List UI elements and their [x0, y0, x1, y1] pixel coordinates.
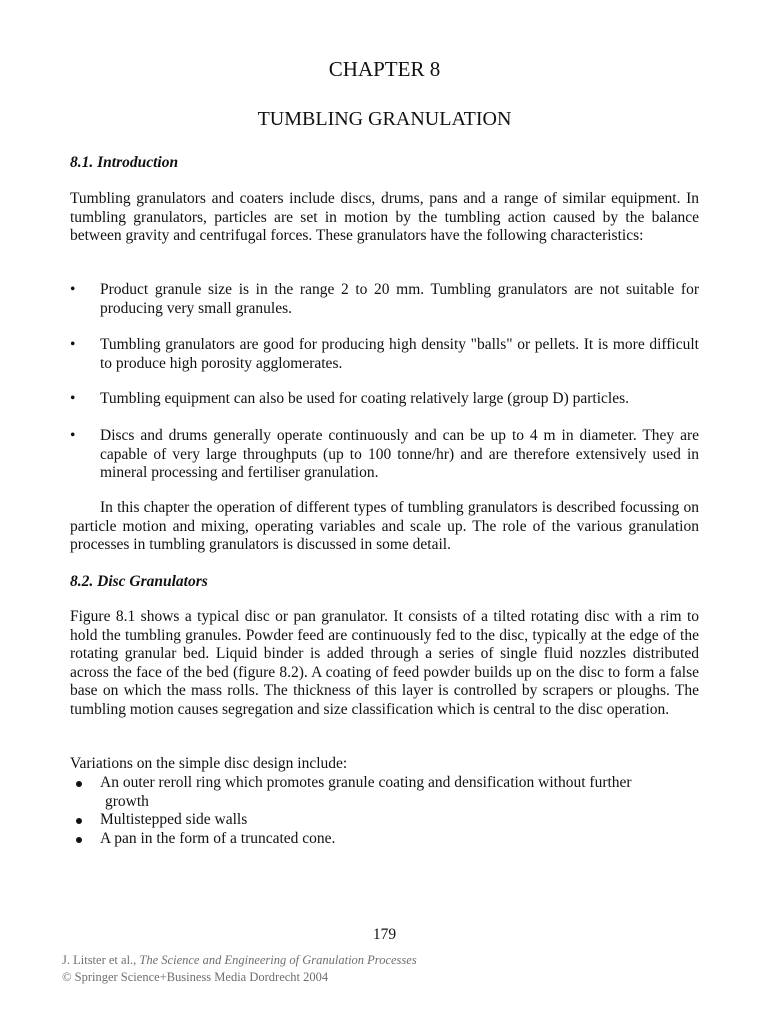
page-number: 179 [372, 926, 397, 943]
footer-copyright: © Springer Science+Business Media Dordrecht 2004 [62, 970, 329, 984]
footer-citation [62, 952, 417, 969]
bullet-dot [76, 818, 82, 824]
chapter-title: TUMBLING GRANULATION [257, 108, 512, 130]
variations-intro: Variations on the simple disc design include: [70, 755, 348, 772]
variations-list [70, 774, 699, 848]
bullet-mark: • [70, 281, 76, 298]
section-heading-introduction: 8.1. Introduction [70, 154, 179, 171]
list-item-text-continued: growth [105, 792, 149, 810]
list-item [70, 774, 699, 811]
bullet-mark: • [70, 390, 76, 407]
characteristics-list [70, 281, 699, 318]
footer [62, 952, 417, 986]
list-item-text: Tumbling equipment can also be used for coating relatively large (group D) particles. [100, 390, 630, 407]
disc-paragraph-1: Figure 8.1 shows a typical disc or pan granulator. It consists of a tilted rotating disc with a rim to hold the tumbling granules. Powder feed are continuously fed to the disc, typically at the edge of the rotating granular bed. Liquid binder is added through a series of single fluid nozzles distributed across the face of the bed (figure 8.2). A coating of feed powder builds up on the disc to form a false base on which the mass rolls. The thickness of this layer is controlled by scrapers or ploughs. The tumbling motion causes segregation and size classification which is central to the disc operation. [70, 608, 699, 718]
bullet-mark: • [70, 336, 76, 353]
list-item [70, 830, 699, 849]
list-item-text: A pan in the form of a truncated cone. [100, 829, 336, 847]
list-item [70, 281, 699, 318]
list-item-text: Discs and drums generally operate continuously and can be up to 4 m in diameter. They are capable of very large throughputs (up to 100 tonne/hr) and are therefore extensively used in mineral processing and fertiliser granulation. [100, 427, 699, 482]
section-heading-disc-granulators: 8.2. Disc Granulators [70, 573, 208, 590]
bullet-dot [76, 837, 82, 843]
list-item [70, 390, 699, 409]
bullet-dot [76, 781, 82, 787]
intro-paragraph-2: In this chapter the operation of different types of tumbling granulators is described focussing on particle motion and mixing, operating variables and scale up. The role of the various granulation processes in tumbling granulators is discussed in some detail. [70, 499, 699, 554]
bullet-mark: • [70, 427, 76, 444]
footer-book-title: The Science and Engineering of Granulation Processes [139, 953, 417, 967]
list-item-text: Multistepped side walls [100, 811, 248, 829]
list-item [70, 336, 699, 373]
list-item-text: Tumbling granulators are good for producing high density "balls" or pellets. It is more difficult to produce high porosity agglomerates. [100, 336, 699, 372]
intro-paragraph-1: Tumbling granulators and coaters include discs, drums, pans and a range of similar equipment. In tumbling granulators, particles are set in motion by the tumbling action caused by the balance between gravity and centrifugal forces. These granulators have the following characteristics: [70, 190, 699, 245]
list-item [70, 811, 699, 830]
list-item [70, 427, 699, 483]
list-item-text: An outer reroll ring which promotes granule coating and densification without further [100, 774, 632, 791]
footer-authors: J. Litster et al., [62, 953, 140, 967]
characteristics-list [70, 390, 699, 409]
characteristics-list [70, 336, 699, 373]
list-item-text: Product granule size is in the range 2 to 20 mm. Tumbling granulators are not suitable for producing very small granules. [100, 281, 699, 317]
characteristics-list [70, 427, 699, 483]
chapter-number: CHAPTER 8 [328, 57, 441, 81]
